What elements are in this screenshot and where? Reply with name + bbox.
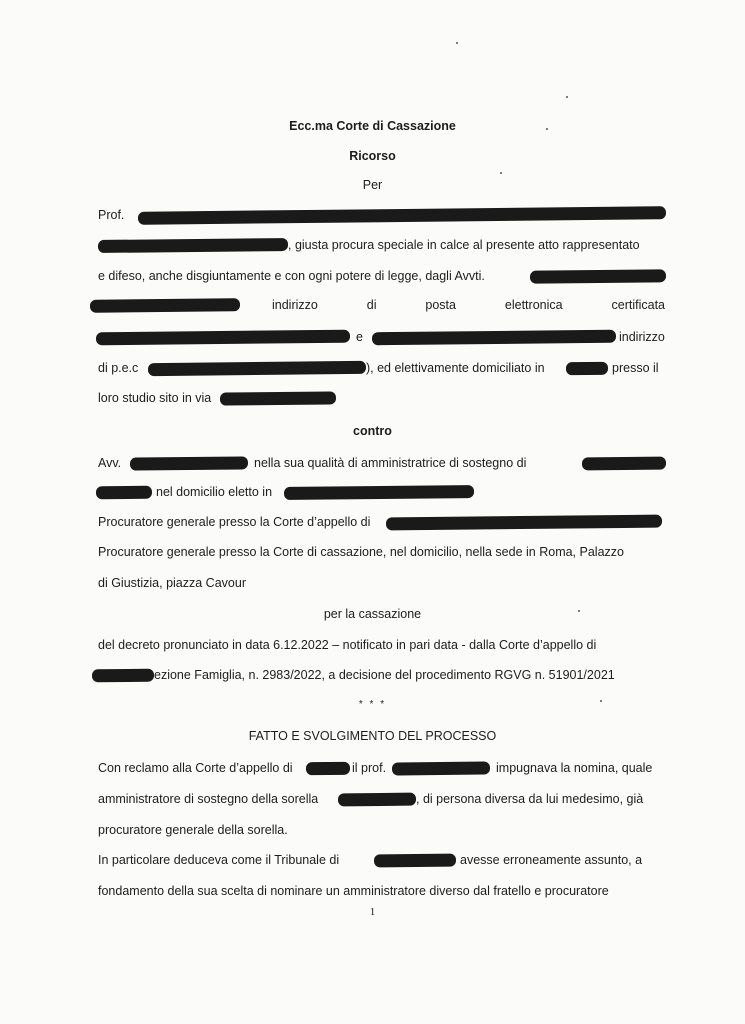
domicilio-text: nel domicilio eletto in	[156, 485, 273, 499]
scan-speck	[456, 42, 458, 44]
redaction	[98, 238, 288, 253]
fatto-p1-b: il prof.	[352, 761, 387, 775]
pg-cassazione-2: di Giustizia, piazza Cavour	[98, 576, 246, 590]
redaction	[90, 298, 240, 313]
difeso-text: e difeso, anche disgiuntamente e con ogni potere di legge, dagli Avvti.	[98, 269, 485, 283]
redaction	[338, 793, 416, 807]
fatto-p1-a: Con reclamo alla Corte d’appello di	[98, 761, 293, 775]
fatto-heading: FATTO E SVOLGIMENTO DEL PROCESSO	[248, 729, 497, 743]
prof-prefix: Prof.	[98, 208, 125, 222]
redaction	[386, 515, 662, 531]
redaction	[92, 669, 154, 683]
scan-speck	[566, 96, 568, 98]
document-type: Ricorso	[349, 149, 396, 163]
fatto-p1-l2-a: amministratore di sostegno della sorella	[98, 792, 319, 806]
redaction	[306, 762, 350, 775]
fatto-p2-l2: fondamento della sua scelta di nominare un amministratore diverso dal fratello e procuratore	[98, 884, 609, 898]
procura-text: , giusta procura speciale in calce al presente atto rappresentato	[288, 238, 640, 252]
redaction	[130, 456, 248, 470]
pg-appello: Procuratore generale presso la Corte d’appello di	[98, 515, 371, 529]
redaction	[96, 330, 350, 346]
decreto-line2: ezione Famiglia, n. 2983/2022, a decisione del procedimento RGVG n. 51901/2021	[154, 668, 615, 682]
page-number: 1	[369, 906, 376, 918]
redaction	[566, 362, 608, 375]
fatto-p1-l3: procuratore generale della sorella.	[98, 823, 288, 837]
fatto-p1-l2-b: , di persona diversa da lui medesimo, già	[416, 792, 644, 806]
pec-prefix: di p.e.c	[98, 361, 139, 375]
fatto-p2-a: In particolare deduceva come il Tribunale di	[98, 853, 340, 867]
domicile-text: ), ed elettivamente domiciliato in	[366, 361, 545, 375]
scan-speck	[600, 700, 602, 702]
indirizzo-text: indirizzo	[619, 330, 665, 344]
decreto-line1: del decreto pronunciato in data 6.12.2022 – notificato in pari data - dalla Corte d’appello di	[98, 638, 597, 652]
separator: * * *	[358, 699, 387, 710]
redaction	[138, 206, 666, 225]
redaction	[372, 330, 616, 346]
redaction	[582, 457, 666, 471]
redaction	[148, 361, 366, 376]
presso-text: presso il	[612, 361, 659, 375]
scan-speck	[500, 172, 502, 174]
scan-speck	[578, 610, 580, 612]
and-text: e	[356, 330, 363, 344]
qualita-text: nella sua qualità di amministratrice di sostegno di	[254, 456, 527, 470]
redaction	[96, 486, 152, 500]
redaction	[392, 761, 490, 775]
pec-line: indirizzo di posta elettronica certificata	[272, 298, 665, 312]
fatto-p2-b: avesse erroneamente assunto, a	[460, 853, 643, 867]
per-label: Per	[362, 178, 383, 192]
redaction	[530, 269, 666, 283]
court-title: Ecc.ma Corte di Cassazione	[289, 119, 456, 133]
redaction	[220, 391, 336, 405]
contro-heading: contro	[353, 424, 392, 438]
redaction	[284, 485, 474, 500]
fatto-p1-c: impugnava la nomina, quale	[496, 761, 653, 775]
cassazione-heading: per la cassazione	[323, 607, 422, 621]
avv-prefix: Avv.	[98, 456, 122, 470]
scan-speck	[546, 128, 548, 130]
redaction	[374, 854, 456, 868]
pg-cassazione-1: Procuratore generale presso la Corte di cassazione, nel domicilio, nella sede in Roma, Palazzo	[98, 545, 624, 559]
studio-text: loro studio sito in via	[98, 391, 212, 405]
